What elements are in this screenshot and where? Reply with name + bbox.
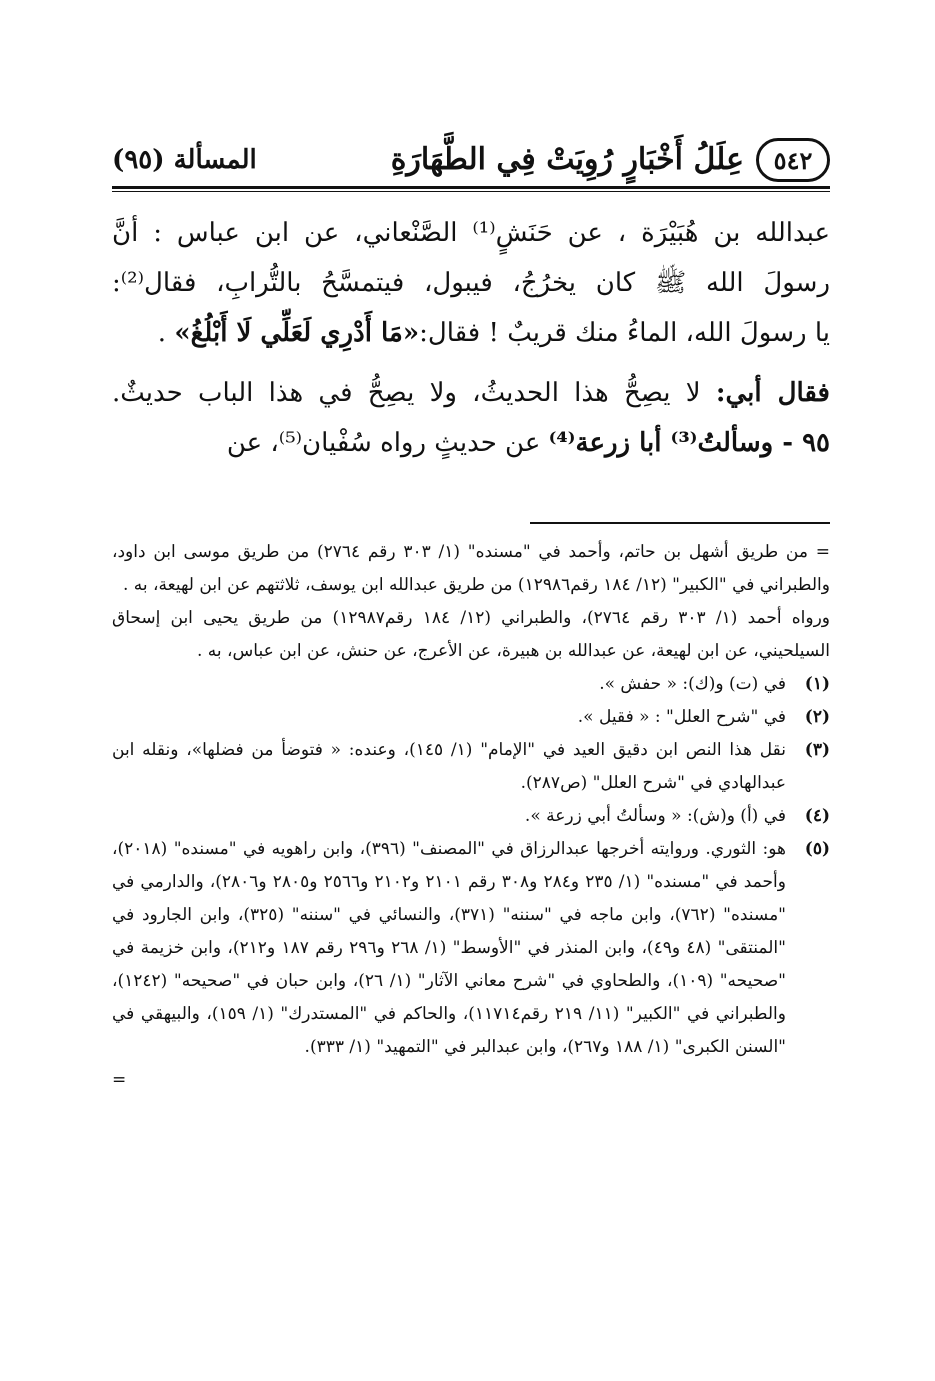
running-title: عِلَلُ أَخْبَارٍ رُوِيَتْ فِي الطَّهَارَةِ — [390, 142, 744, 177]
main-line-3-end: . — [157, 318, 175, 348]
footnote-text: هو: الثوري. وروايته أخرجها عبدالرزاق في "المصنف" (٣٩٦)، وابن راهويه في "مسنده" (٢٠١٨)، وأحمد في "مسنده" (١/ ٢٣٥ و٢٨٤ و٣٠٨ رقم ٢١٠١ و٢١٠٢ و٢٥٦٦ و٢٨٠٥ و٢٨٠٦)، والدارمي في "مسنده" (٧٦٢)، وابن ماجه في "سننه" (٣٧١)، والنسائي في "سننه" (٣٢٥)، وابن الجارود في "المنتقى" (٤٨ و٤٩)، وابن المنذر في "الأوسط" (١/ ٢٦٨ و٢٩٦ رقم ١٨٧ و٢١٢)، وابن خزيمة في "صحيحه" (١٠٩)، والطحاوي في "شرح معاني الآثار" (١/ ٢٦)، وابن حبان في "صحيحه" (١٢٤٢)، والطبراني في "الكبير" (١١/ ٢١٩ رقم١١٧١٤)، والحاكم في "المستدرك" (١/ ١٥٩)، والبيهقي في "السنن الكبرى" (١/ ١٨٨ و٢٦٧)، وابن عبدالبر في "التمهيد" (١/ ٣٣٣). — [112, 839, 786, 1057]
footnote-4 — [112, 800, 830, 833]
footnote-3 — [112, 734, 830, 800]
main-line-1: عبدالله بن هُبَيْرَة ، عن حَنَشٍ⁽¹⁾ الصَّنْعاني، عن ابن عباس : أنَّ — [112, 218, 830, 248]
footnote-mark: (٥) — [804, 839, 830, 859]
question-95-text: عن حديثٍ رواه سُفْيان⁽⁵⁾، عن — [226, 428, 549, 458]
footnote-mark: (٢) — [804, 707, 830, 727]
footnote-continuation-1: = من طريق أشهل بن حاتم، وأحمد في "مسنده" (١/ ٣٠٣ رقم ٢٧٦٤) من طريق موسى ابن داود، والطبراني في "الكبير" (١٢/ ١٨٤ رقم١٢٩٨٦) من طريق عبدالله ابن يوسف، ثلاثتهم عن ابن لهيعة، به . — [112, 542, 830, 595]
main-line-5 — [112, 418, 830, 468]
abi-hatim-verdict: لا يصِحُّ هذا الحديثُ، ولا يصِحُّ في هذا الباب حديثٌ. — [112, 378, 716, 408]
question-95-lead: ٩٥ - وسألتُ⁽³⁾ أبا زرعة⁽⁴⁾ — [548, 428, 830, 458]
main-line-3-text: يا رسولَ الله، الماءُ منك قريبٌ ! فقال: — [419, 318, 830, 348]
footnote-continuation-2: ورواه أحمد (١/ ٣٠٣ رقم ٢٧٦٤)، والطبراني (١٢/ ١٨٤ رقم١٢٩٨٧) من طريق يحيى ابن إسحاق السيلحيني، عن ابن لهيعة، عن عبدالله بن هبيرة، عن الأعرج، عن حنش، عن ابن عباس، به . — [112, 608, 831, 661]
header-rule-thin — [112, 191, 830, 192]
main-text — [112, 208, 830, 468]
footnote-text: في (أ) و(ش): « وسألتُ أبي زرعة ». — [524, 806, 786, 826]
main-line-2: رسولَ الله ﷺ كان يخرُجُ، فيبول، فيتمسَّحُ بالتُّرابِ، فقال⁽²⁾: — [112, 268, 830, 298]
header-rule — [112, 186, 830, 189]
footnote-5 — [112, 833, 830, 1064]
abi-hatim-verdict-lead: فقال أبي: — [715, 378, 830, 408]
main-line-4 — [112, 368, 830, 418]
footnote-mark: (٤) — [804, 806, 830, 826]
footnote-mark: (٣) — [804, 740, 830, 760]
page-number: ٥٤٢ — [756, 138, 830, 182]
prophetic-quote: «مَا أَدْرِي لَعَلِّي لَا أَبْلُغُ» — [174, 318, 420, 348]
section-label: المسألة (٩٥) — [112, 145, 257, 175]
footnote-text: نقل هذا النص ابن دقيق العيد في "الإمام" (١/ ١٤٥)، وعنده: « فتوضأ من فضلها»، ونقله ابن عبدالهادي في "شرح العلل" (ص٢٨٧). — [112, 740, 786, 793]
footnote-1 — [112, 668, 830, 701]
footnote-mark: (١) — [804, 674, 830, 694]
footnote-text: في (ت) و(ك): « حفش ». — [599, 674, 786, 694]
footnote-separator — [530, 522, 830, 524]
footnote-continues-mark: = — [112, 1070, 127, 1090]
page-header — [112, 138, 830, 194]
footnotes — [112, 536, 830, 1097]
main-line-3 — [112, 308, 830, 358]
footnote-text: في "شرح العلل" : « فقيل ». — [577, 707, 786, 727]
footnote-2 — [112, 701, 830, 734]
